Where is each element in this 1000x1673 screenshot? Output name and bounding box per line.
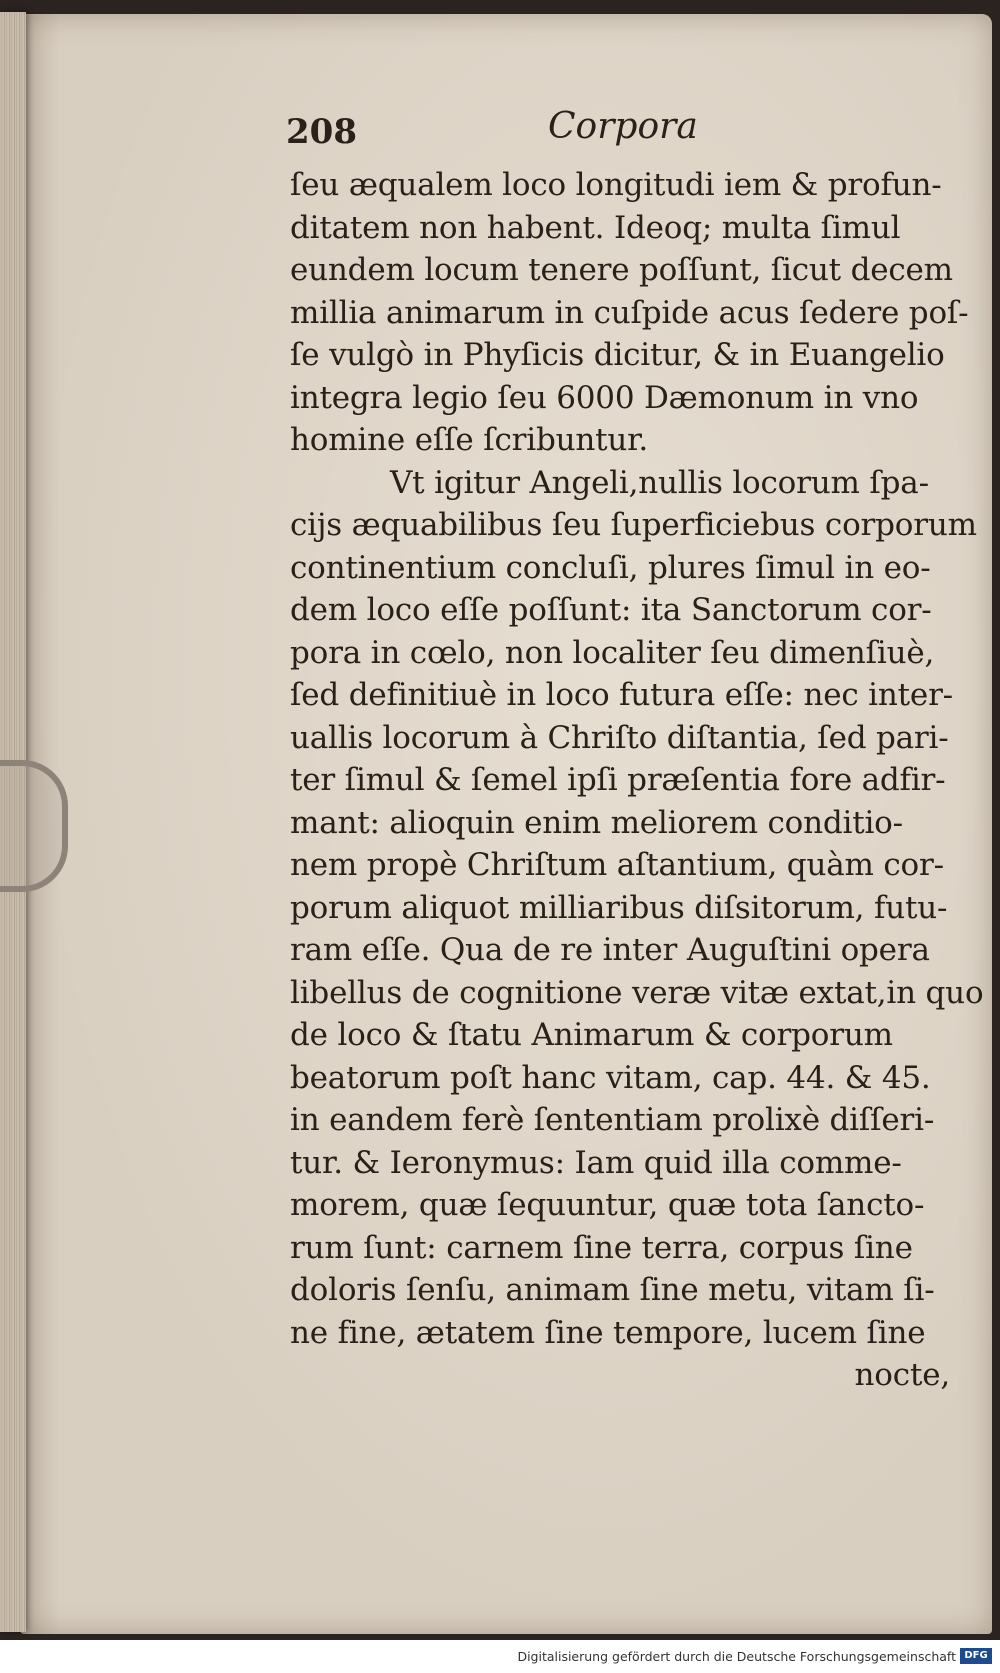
text-line: rum ſunt: carnem ſine terra, corpus ſine (290, 1229, 913, 1266)
text-line: pora in cœlo, non localiter ſeu dimenſiuè, (290, 634, 935, 671)
text-line: continentium concluſi, plures ſimul in eo- (290, 549, 931, 586)
page-header (280, 106, 960, 156)
text-line: in eandem ferè ſententiam prolixè diſſeri- (290, 1102, 935, 1138)
text-line: ſed definitiuè in loco futura eſſe: nec inter- (290, 677, 953, 713)
text-line: ditatem non habent. Ideoq; multa ſimul (290, 209, 901, 246)
catchword: nocte, (854, 1357, 950, 1393)
text-line: millia animarum in cuſpide acus ſedere poſ- (290, 294, 969, 331)
text-line: integra legio ſeu 6000 Dæmonum in vno (290, 379, 919, 416)
text-line: ram eſſe. Qua de re inter Auguſtini opera (290, 932, 930, 968)
body-text (290, 164, 984, 1397)
book-clasp (0, 760, 68, 892)
text-line: uallis locorum à Chriſto diſtantia, ſed pari- (290, 719, 949, 756)
text-line: dem loco eſſe poſſunt: ita Sanctorum cor- (290, 592, 932, 628)
text-line: doloris ſenſu, animam ſine metu, vitam ſi- (290, 1272, 935, 1308)
text-line: morem, quæ ſequuntur, quæ tota ſancto- (290, 1187, 925, 1223)
text-line: libellus de cognitione veræ vitæ extat,in quo (290, 974, 984, 1011)
text-line: de loco & ſtatu Animarum & corporum (290, 1017, 893, 1053)
text-line: ſeu æqualem loco longitudi iem & profun- (290, 167, 942, 203)
text-line: homine eſſe ſcribuntur. (290, 422, 649, 458)
text-line: tur. & Ieronymus: Iam quid illa comme- (290, 1144, 902, 1181)
text-line: eundem locum tenere poſſunt, ſicut decem (290, 252, 953, 288)
text-line-paragraph-start: Vt igitur Angeli,nullis locorum ſpa- (390, 464, 929, 501)
text-line: ter ſimul & ſemel ipſi præſentia fore adfir- (290, 762, 946, 798)
text-line: ne fine, ætatem ſine tempore, lucem ſine (290, 1314, 926, 1351)
text-line: mant: alioquin enim meliorem conditio- (290, 804, 903, 841)
footer-bar (0, 1640, 1000, 1673)
funding-credit: Digitalisierung gefördert durch die Deutsche Forschungsgemeinschaft (517, 1649, 956, 1664)
text-line: beatorum poſt hanc vitam, cap. 44. & 45. (290, 1059, 931, 1096)
text-line: nem propè Chriſtum aſtantium, quàm cor- (290, 847, 944, 883)
text-line: porum aliquot milliaribus diſsitorum, futu- (290, 889, 948, 926)
text-line: cijs æquabilibus ſeu ſuperficiebus corporum (290, 507, 977, 543)
page-number: 208 (286, 112, 357, 152)
book-page (20, 14, 992, 1634)
dfg-logo-icon: DFG (960, 1648, 992, 1664)
running-head: Corpora (548, 106, 698, 147)
text-line: ſe vulgò in Phyſicis dicitur, & in Euangelio (290, 337, 945, 373)
